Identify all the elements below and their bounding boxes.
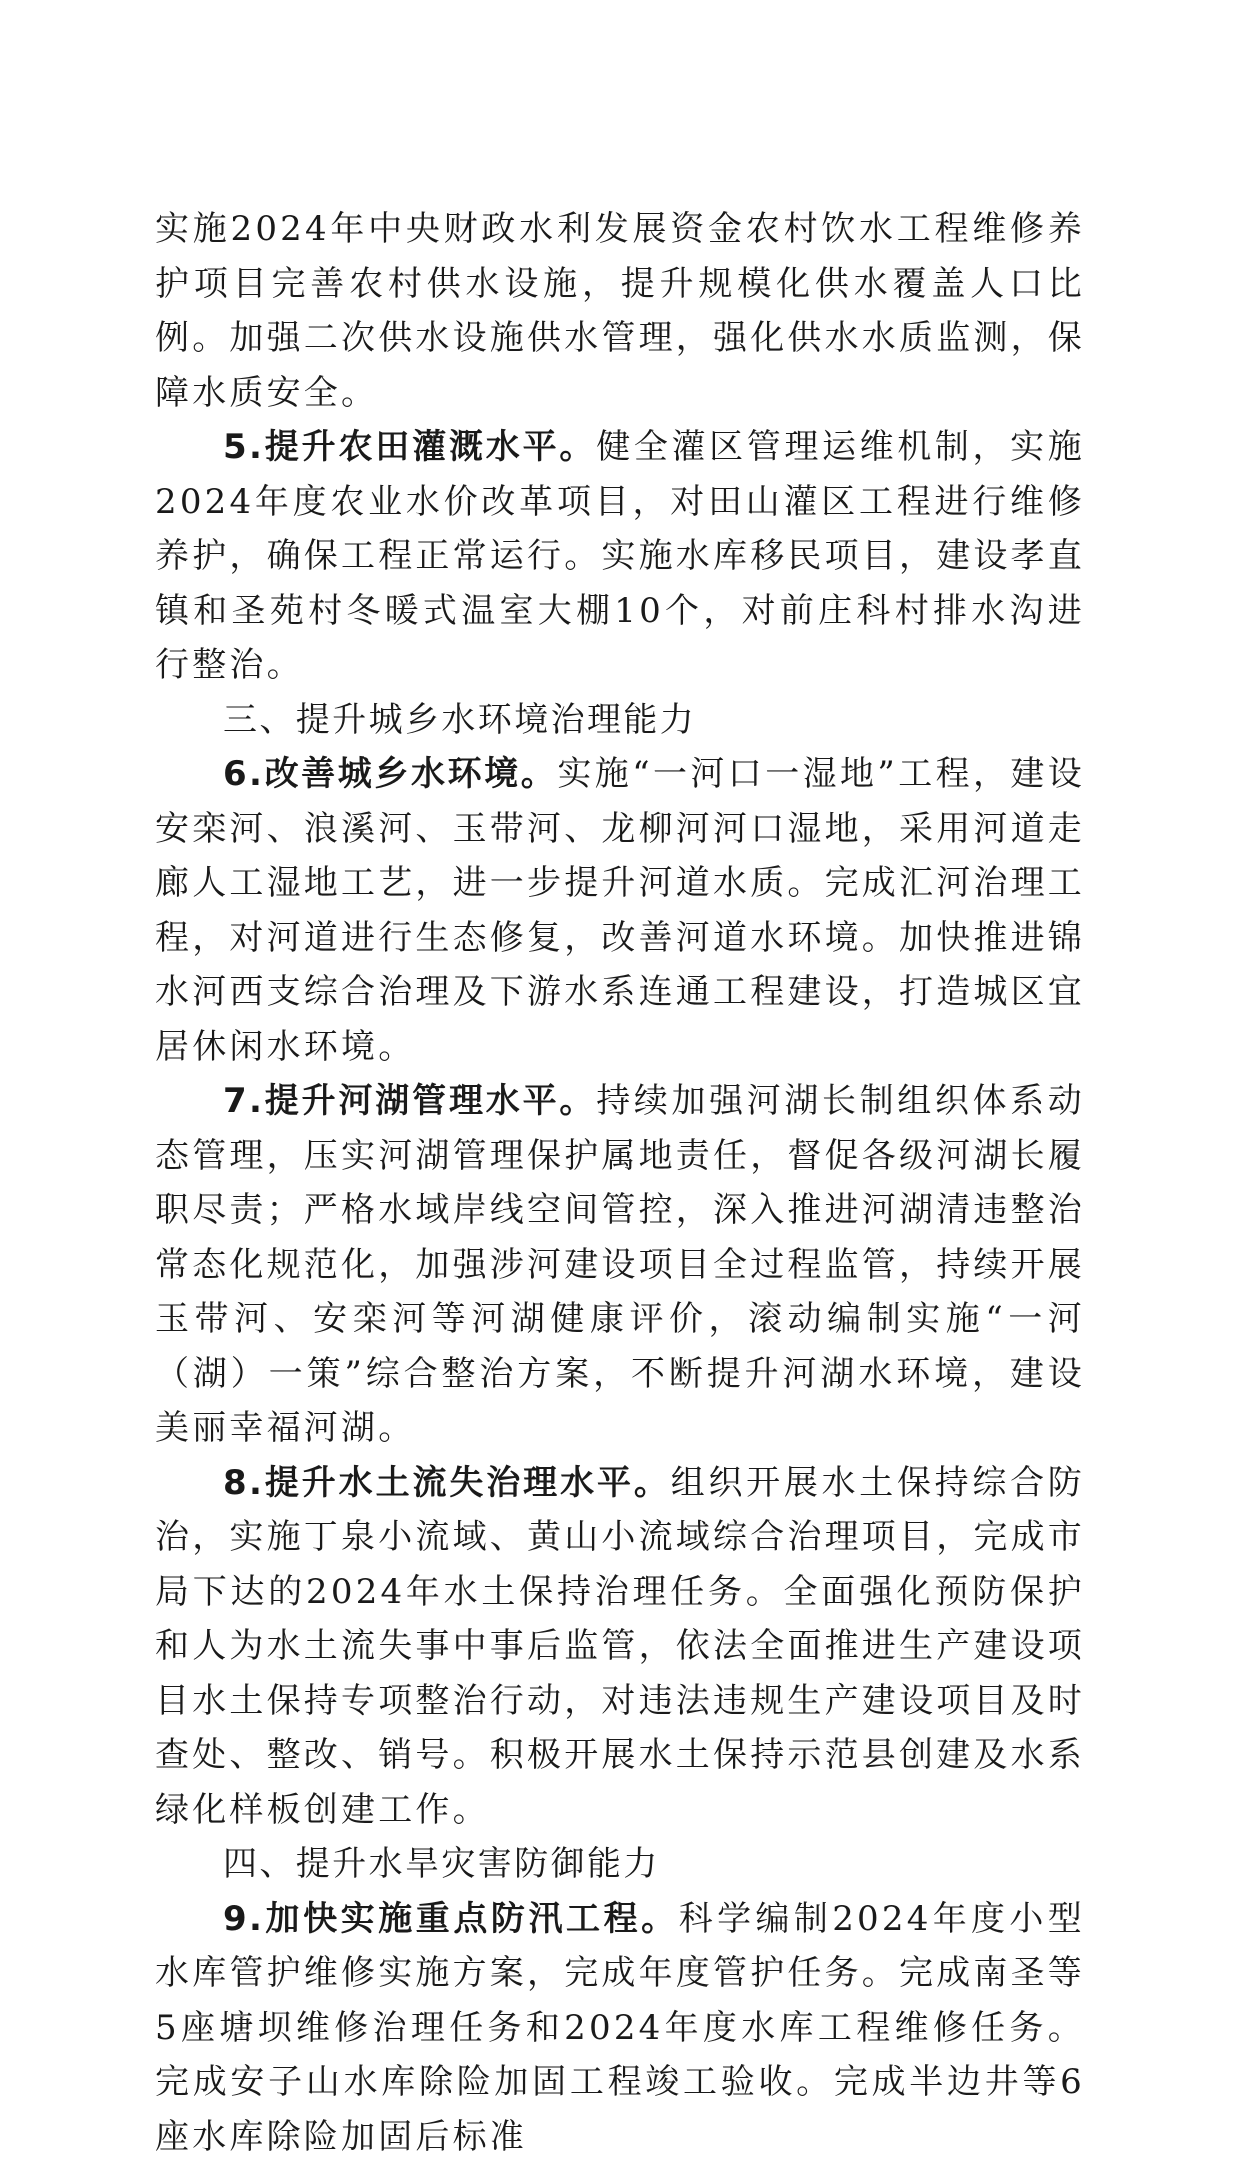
paragraph-lead: 6.改善城乡水环境。	[223, 754, 557, 794]
paragraph-irrigation	[155, 420, 1085, 693]
paragraph-lead: 9.加快实施重点防汛工程。	[223, 1899, 679, 1939]
paragraph-body: 科学编制2024年度小型水库管护维修实施方案，完成年度管护任务。完成南圣等5座塘坝维修治理任务和2024年度水库工程维修任务。完成安子山水库除险加固工程竣工验收。完成半边井等6座水库除险加固后标准	[155, 1899, 1085, 2157]
paragraph-water-environment	[155, 747, 1085, 1074]
paragraph-body: 实施“一河口一湿地”工程，建设安栾河、浪溪河、玉带河、龙柳河河口湿地，采用河道走廊人工湿地工艺，进一步提升河道水质。完成汇河治理工程，对河道进行生态修复，改善河道水环境。加快推进锦水河西支综合治理及下游水系连通工程建设，打造城区宜居休闲水环境。	[155, 754, 1085, 1067]
paragraph-soil-erosion	[155, 1456, 1085, 1838]
paragraph-body: 健全灌区管理运维机制，实施2024年度农业水价改革项目，对田山灌区工程进行维修养护，确保工程正常运行。实施水库移民项目，建设孝直镇和圣苑村冬暖式温室大棚10个，对前庄科村排水沟进行整治。	[155, 427, 1085, 685]
paragraph-lead: 5.提升农田灌溉水平。	[223, 427, 596, 467]
paragraph-lead: 8.提升水土流失治理水平。	[223, 1463, 671, 1503]
paragraph-lead: 7.提升河湖管理水平。	[223, 1081, 596, 1121]
paragraph-flood-control	[155, 1892, 1085, 2164]
paragraph-body: 组织开展水土保持综合防治，实施丁泉小流域、黄山小流域综合治理项目，完成市局下达的2024年水土保持治理任务。全面强化预防保护和人为水土流失事中事后监管，依法全面推进生产建设项目水土保持专项整治行动，对违法违规生产建设项目及时查处、整改、销号。积极开展水土保持示范县创建及水系绿化样板创建工作。	[155, 1463, 1085, 1830]
section-heading-4: 四、提升水旱灾害防御能力	[155, 1837, 1085, 1892]
section-heading-3: 三、提升城乡水环境治理能力	[155, 693, 1085, 748]
paragraph-rural-water-supply	[155, 202, 1085, 420]
paragraph-river-lake-management	[155, 1074, 1085, 1456]
document-page	[155, 202, 1085, 2164]
paragraph-body: 实施2024年中央财政水利发展资金农村饮水工程维修养护项目完善农村供水设施，提升规模化供水覆盖人口比例。加强二次供水设施供水管理，强化供水水质监测，保障水质安全。	[155, 209, 1085, 413]
paragraph-body: 持续加强河湖长制组织体系动态管理，压实河湖管理保护属地责任，督促各级河湖长履职尽责；严格水域岸线空间管控，深入推进河湖清违整治常态化规范化，加强涉河建设项目全过程监管，持续开展玉带河、安栾河等河湖健康评价，滚动编制实施“一河（湖）一策”综合整治方案，不断提升河湖水环境，建设美丽幸福河湖。	[155, 1081, 1085, 1448]
